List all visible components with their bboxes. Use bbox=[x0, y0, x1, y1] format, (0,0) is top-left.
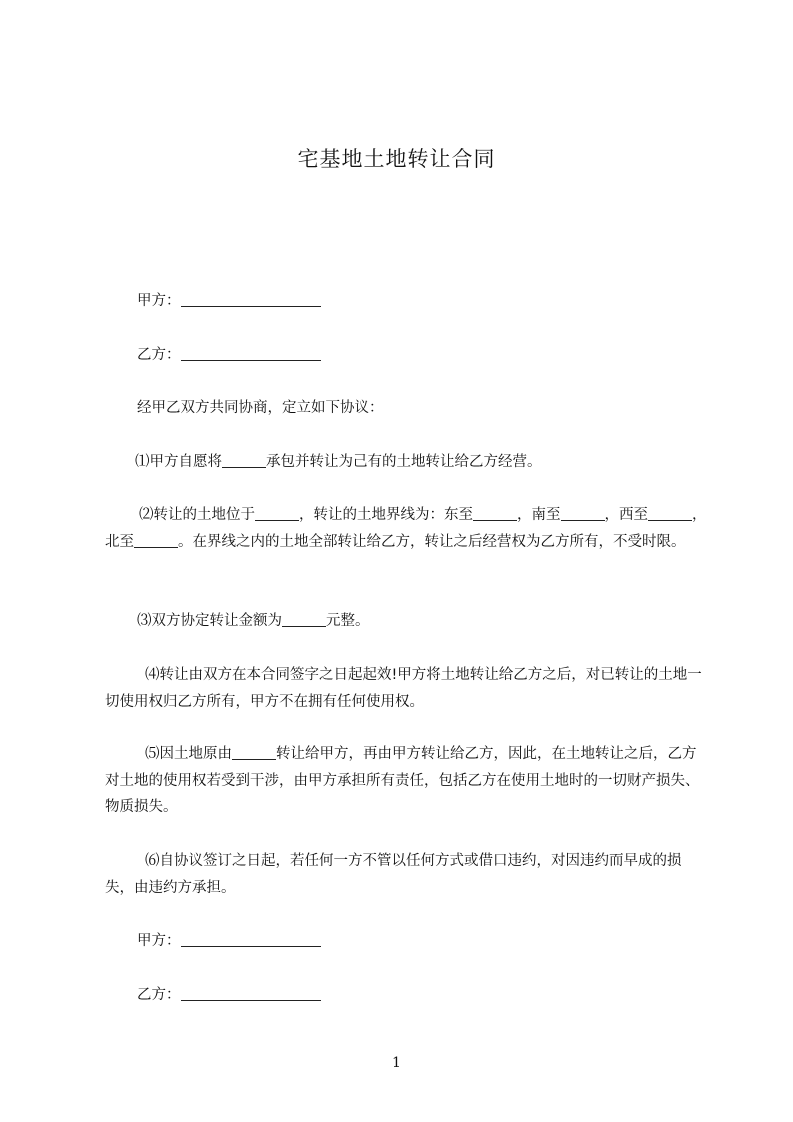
party-b-blank bbox=[181, 345, 321, 361]
clause-5-text-b: 转让给甲方，再由甲方转让给乙方，因此，在土地转让之后，乙方对土地的使用权若受到干涉，由甲方承担所有责任，包括乙方在使用土地时的一切财产损失、物质损失。 bbox=[105, 746, 700, 815]
signature-b-blank bbox=[181, 985, 321, 1001]
clause-5-origin-blank bbox=[232, 744, 276, 760]
party-a-line bbox=[137, 288, 321, 314]
party-a-label: 甲方： bbox=[137, 293, 181, 309]
signature-b-line bbox=[137, 982, 321, 1008]
document-title: 宅基地土地转让合同 bbox=[297, 147, 496, 171]
clause-2-west-blank bbox=[648, 505, 692, 521]
signature-a-line bbox=[137, 928, 321, 954]
signature-a-blank bbox=[181, 931, 321, 947]
clause-2-text-c: ，南至 bbox=[517, 507, 561, 523]
clause-6: ⑹自协议签订之日起，若任何一方不管以任何方式或借口违约，对因违约而早成的损失，由违约方承担。 bbox=[105, 853, 682, 896]
clause-2-location-blank bbox=[255, 505, 299, 521]
clause-2-east-blank bbox=[473, 505, 517, 521]
clause-2-north-blank bbox=[134, 532, 178, 548]
clause-2-text-e: ，北至 bbox=[105, 507, 707, 550]
clause-1-blank bbox=[222, 452, 266, 468]
party-a-blank bbox=[181, 291, 321, 307]
clause-5-text-a: ⑸因土地原由 bbox=[145, 746, 232, 762]
clause-1 bbox=[105, 449, 710, 476]
party-b-line bbox=[137, 342, 321, 368]
party-b-label: 乙方： bbox=[137, 347, 181, 363]
clause-1-text-b: 承包并转让为己有的土地转让给乙方经营。 bbox=[266, 454, 542, 470]
clause-3-text-b: 元整。 bbox=[326, 613, 370, 629]
clause-3-amount-blank bbox=[282, 611, 326, 627]
clause-3-text-a: ⑶双方协定转让金额为 bbox=[137, 613, 282, 629]
clause-1-text-a: ⑴甲方自愿将 bbox=[135, 454, 222, 470]
page-number: 1 bbox=[392, 1055, 401, 1071]
clause-4: ⑷转让由双方在本合同签字之日起起效!甲方将土地转让给乙方之后，对已转让的土地一切使用权归乙方所有，甲方不在拥有任何使用权。 bbox=[105, 667, 702, 710]
signature-b-label: 乙方： bbox=[137, 987, 181, 1003]
clause-2-text-a: ⑵转让的土地位于 bbox=[139, 507, 255, 523]
signature-a-label: 甲方： bbox=[137, 933, 181, 949]
clause-3 bbox=[105, 608, 710, 635]
clause-2-text-f: 。在界线之内的土地全部转让给乙方，转让之后经营权为乙方所有，不受时限。 bbox=[178, 533, 686, 550]
clause-2 bbox=[105, 502, 710, 555]
clause-2-text-d: ，西至 bbox=[604, 507, 648, 523]
clause-2-text-b: ，转让的土地界线为：东至 bbox=[299, 507, 473, 523]
clause-2-south-blank bbox=[561, 505, 605, 521]
intro-text: 经甲乙双方共同协商，定立如下协议： bbox=[137, 400, 384, 416]
clause-5 bbox=[105, 741, 710, 821]
